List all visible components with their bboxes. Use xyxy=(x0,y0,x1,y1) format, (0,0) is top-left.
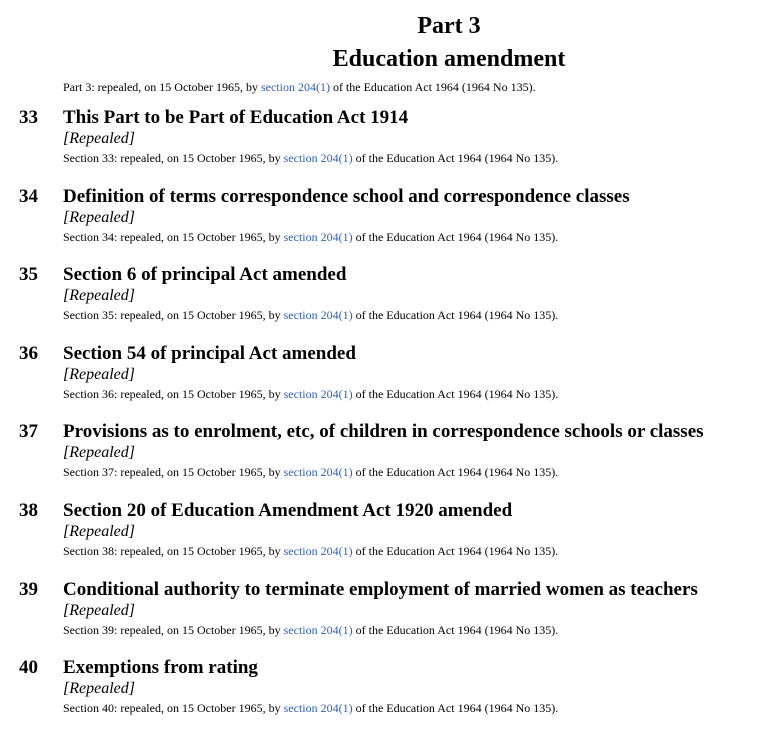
section-title: Section 20 of Education Amendment Act 1920 amended xyxy=(63,499,513,521)
section-item xyxy=(0,186,771,265)
section-history-note xyxy=(63,622,767,638)
section-status: [Repealed] xyxy=(63,130,135,147)
section-status: [Repealed] xyxy=(63,444,135,462)
part-note-prefix: Part 3: repealed, on 15 October 1965, by xyxy=(63,80,261,94)
section-item xyxy=(0,264,771,343)
section-note-link[interactable]: section 204(1) xyxy=(283,543,353,558)
section-status: [Repealed] xyxy=(63,522,135,540)
section-note-prefix: Section 36: repealed, on 15 October 1965, by xyxy=(63,386,284,401)
section-note-link[interactable]: section 204(1) xyxy=(283,465,353,480)
section-body xyxy=(63,657,767,716)
section-body xyxy=(63,186,767,245)
section-note-link[interactable]: section 204(1) xyxy=(283,622,353,637)
part-note-section-link[interactable]: section 204(1) xyxy=(260,80,330,94)
part-title: Education amendment xyxy=(332,46,566,72)
part-heading xyxy=(0,0,771,73)
section-note-link[interactable]: section 204(1) xyxy=(283,386,353,401)
section-body xyxy=(63,264,767,323)
section-list xyxy=(0,107,771,736)
section-note-prefix: Section 35: repealed, on 15 October 1965, by xyxy=(63,308,284,323)
section-body xyxy=(63,343,767,402)
section-history-note xyxy=(63,464,767,480)
section-item xyxy=(0,657,771,736)
section-note-prefix: Section 40: repealed, on 15 October 1965, by xyxy=(63,701,284,716)
section-note-link[interactable]: section 204(1) xyxy=(283,151,353,165)
section-number: 36 xyxy=(19,342,38,364)
section-title: Section 54 of principal Act amended xyxy=(63,342,356,364)
section-status: [Repealed] xyxy=(63,680,135,698)
section-title: Provisions as to enrolment, etc, of children in correspondence schools or classes xyxy=(63,421,704,443)
section-note-prefix: Section 37: repealed, on 15 October 1965, by xyxy=(63,465,284,480)
section-body xyxy=(63,421,767,480)
section-title: This Part to be Part of Education Act 1914 xyxy=(63,107,409,128)
section-item xyxy=(0,421,771,500)
section-status: [Repealed] xyxy=(63,208,135,226)
section-item xyxy=(0,107,771,186)
section-history-note xyxy=(63,700,767,716)
section-body xyxy=(63,579,767,638)
section-note-link[interactable]: section 204(1) xyxy=(283,229,353,244)
section-title: Section 6 of principal Act amended xyxy=(63,264,347,286)
section-note-suffix: of the Education Act 1964 (1964 No 135). xyxy=(352,229,559,244)
section-status: [Repealed] xyxy=(63,287,135,305)
section-body xyxy=(63,500,767,559)
section-item xyxy=(0,343,771,422)
section-title: Conditional authority to terminate employment of married women as teachers xyxy=(63,578,698,600)
section-number: 33 xyxy=(19,107,38,128)
section-note-suffix: of the Education Act 1964 (1964 No 135). xyxy=(352,543,559,558)
part-note-suffix: of the Education Act 1964 (1964 No 135). xyxy=(329,80,536,94)
section-note-suffix: of the Education Act 1964 (1964 No 135). xyxy=(352,151,559,165)
section-note-suffix: of the Education Act 1964 (1964 No 135). xyxy=(352,465,559,480)
section-number: 38 xyxy=(19,499,38,521)
section-item xyxy=(0,500,771,579)
section-title: Definition of terms correspondence school and correspondence classes xyxy=(63,185,630,207)
section-note-prefix: Section 33: repealed, on 15 October 1965, by xyxy=(63,151,284,165)
section-note-suffix: of the Education Act 1964 (1964 No 135). xyxy=(352,386,559,401)
section-number: 37 xyxy=(19,421,38,443)
section-history-note xyxy=(63,543,767,559)
section-history-note xyxy=(63,229,767,245)
section-note-prefix: Section 38: repealed, on 15 October 1965, by xyxy=(63,543,284,558)
section-history-note xyxy=(63,386,767,402)
section-note-link[interactable]: section 204(1) xyxy=(283,308,353,323)
section-note-suffix: of the Education Act 1964 (1964 No 135). xyxy=(352,622,559,637)
section-item xyxy=(0,579,771,658)
section-history-note xyxy=(63,150,767,166)
part-label: Part 3 xyxy=(417,13,481,39)
section-number: 39 xyxy=(19,578,38,600)
section-number: 40 xyxy=(19,657,38,679)
part-history-note xyxy=(63,79,771,95)
section-note-suffix: of the Education Act 1964 (1964 No 135). xyxy=(352,701,559,716)
section-note-link[interactable]: section 204(1) xyxy=(283,701,353,716)
section-note-prefix: Section 39: repealed, on 15 October 1965, by xyxy=(63,622,284,637)
section-status: [Repealed] xyxy=(63,601,135,619)
section-number: 35 xyxy=(19,264,38,286)
section-title: Exemptions from rating xyxy=(63,657,258,679)
section-note-prefix: Section 34: repealed, on 15 October 1965, by xyxy=(63,229,284,244)
section-status: [Repealed] xyxy=(63,365,135,383)
section-note-suffix: of the Education Act 1964 (1964 No 135). xyxy=(352,308,559,323)
section-body xyxy=(63,107,767,166)
section-history-note xyxy=(63,307,767,323)
section-number: 34 xyxy=(19,185,38,207)
